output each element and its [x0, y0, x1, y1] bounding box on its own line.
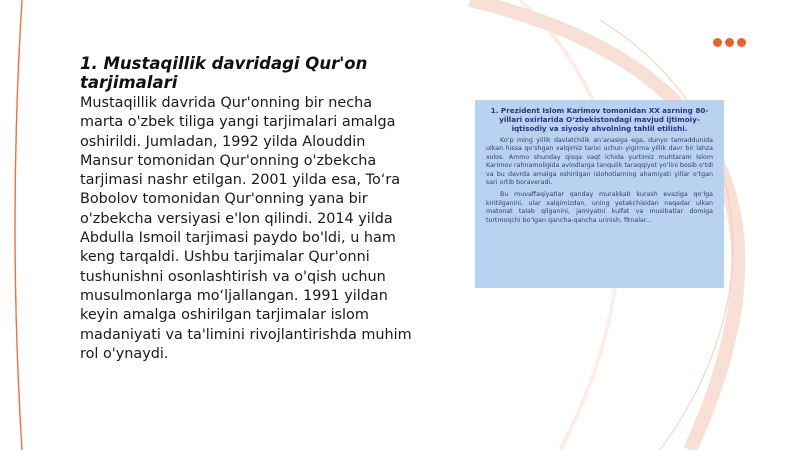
dot-1	[713, 38, 722, 47]
slide-title: 1. Mustaqillik davridagi Qur'on tarjimalari	[80, 54, 368, 92]
left-arc	[15, 0, 22, 450]
slide-body-text: Mustaqillik davrida Qur'onning bir necha marta o'zbek tiliga yangi tarjimalari amalga oshirildi. Jumladan, 1992 yilda Alouddin Mansur tomonidan Qur'onning o'zbekcha tarjimasi nashr etilgan. 2001 yilda esa, To‘ra Bobolov tomonidan Qur'onning yana bir o'zbekcha versiyasi e'lon qilindi. 2014 yilda Abdulla Ismoil tarjimasi paydo bo'ldi, u ham keng tarqaldi. Ushbu tarjimalar Qur'onni tushunishni osonlashtirish va o'qish uchun musulmonlarga mo‘ljallangan. 1991 yildan keyin amalga oshirilgan tarjimalar islom madaniyati va ta'limini rivojlantirishda muhim rol o'ynaydi.	[80, 95, 412, 362]
dot-2	[725, 38, 734, 47]
dot-3	[737, 38, 746, 47]
document-excerpt-paragraph-1: Ko‘p ming yillik davlatchilik an’anasiga ega, dunyo tamaddunida ulkan hissa qo‘shgan xalqimiz tarixi uchun yigirma yillik davr bir lahza xolos. Ammo shunday qisqa vaqt ichida yurtimiz muhtaram Islom Karimov rahnamoligida avlodlarga tanqulik taraqqiyot yo‘lini bosib o‘tdi va bu davrda amalga oshirilgan islohotlarning ahamiyati yillar o‘tgan sari ortib boraveradi.	[486, 137, 713, 187]
document-excerpt-image	[475, 100, 724, 288]
document-excerpt-paragraph-2: Bu muvaffaqiyatlar qanday murakkab kurash evaziga qo‘lga kiritilganini, ular xalqimizdan, uning yetakchisidan naqadar ulkan matonat talab qilganini, jamiyatni kulfat va musibatlar domiga tortmoqchi bo‘lgan qancha-qancha urinish, fitnalar...	[486, 191, 713, 224]
document-excerpt-heading: 1. Prezident Islom Karimov tomonidan XX asrning 80-yillari oxirlarida O‘zbekistondagi mavjud ijtimoiy-iqtisodiy va siyosiy ahvolning tahlil etilishi.	[490, 106, 709, 133]
decorative-dots	[713, 38, 746, 47]
